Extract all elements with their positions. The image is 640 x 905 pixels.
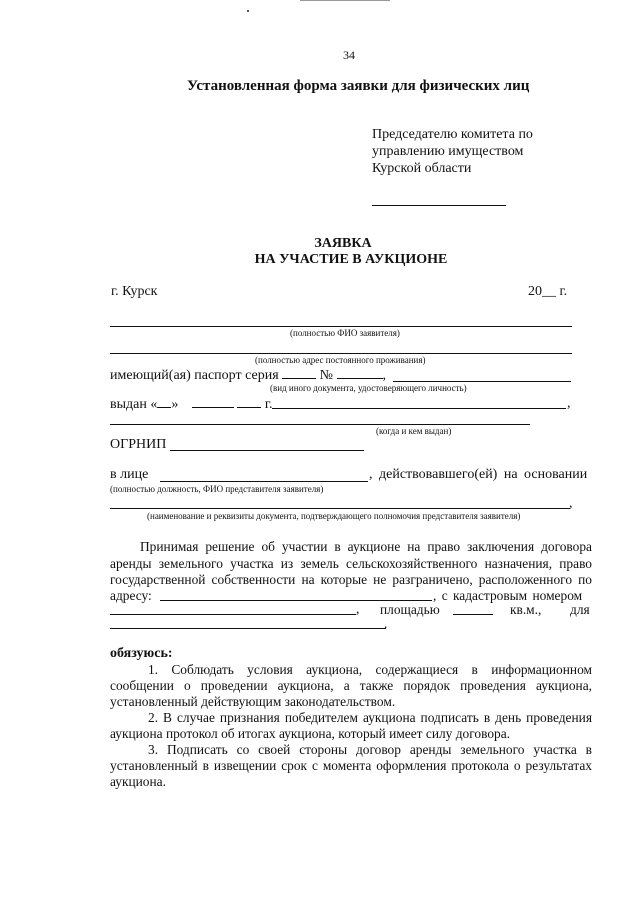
purpose-field[interactable] [110,628,386,629]
area-unit: кв.м., [510,602,542,617]
addressee-line-1: Председателю комитета по [372,127,533,142]
ogrnip-field[interactable] [170,450,364,451]
representative-field[interactable] [160,481,368,482]
obligation-3-line-2 [110,758,592,774]
passport-number-label: № [319,368,334,383]
passport-series-field[interactable] [282,367,316,379]
issued-day-field[interactable] [157,396,171,408]
paragraph-text-1: Принимая решение об участии в аукционе на право заключения договора [140,539,592,554]
issued-close-quote: » [171,397,179,412]
representative-prefix: в лице [110,467,149,482]
obligation-3-line-3: аукциона. [110,774,166,789]
cadastral-comma: , [356,601,360,616]
obligation-3-text-2: установленный в извещении срок с момента оформления протокола о результатах [110,758,592,773]
issued-year-field[interactable] [237,396,261,408]
other-doc-caption: (вид иного документа, удостоверяющего личность) [270,383,467,393]
purpose-period: . [384,616,388,631]
obligation-3-text-1: 3. Подписать со своей стороны договор аренды земельного участка в [148,742,592,757]
year-field[interactable]: 20__ г. [528,284,568,299]
page-number: 34 [343,48,355,62]
representative-caption: (полностью должность, ФИО представителя заявителя) [110,484,324,494]
heading-line-1: ЗАЯВКА [314,236,372,251]
obligation-1-text-1: 1. Соблюдать условия аукциона, содержащиеся в информационном [148,662,592,677]
obligations-title: обязуюсь: [110,646,173,661]
other-doc-field[interactable] [393,381,571,382]
issued-label: выдан « [110,397,158,412]
obligation-2-line-1 [110,710,592,726]
authority-doc-field[interactable] [110,508,570,509]
paragraph-line-3 [110,572,592,588]
area-field[interactable] [453,614,493,615]
cadastral-number-field[interactable] [110,614,356,615]
form-title: Установленная форма заявки для физических лиц [187,78,530,94]
cadastral-label: , с кадастровым номером [433,588,583,603]
addressee-signature-line [372,205,506,206]
when-who-caption: (когда и кем выдан) [376,426,452,436]
area-label: площадью [380,602,440,617]
obligation-2-line-2: аукциона протокол об итогах аукциона, который имеет силу договора. [110,726,510,741]
issued-by-field-2[interactable] [110,424,530,425]
fio-field[interactable] [110,326,572,327]
addressee-line-3: Курской области [372,161,472,176]
passport-row: имеющий(ая) паспорт серия № , [110,368,387,383]
paragraph-text-3: государственной собственности на которые не разграничено, расположенного по [110,572,592,587]
address-field[interactable] [110,353,572,354]
paragraph-line-2 [110,556,592,572]
authority-doc-comma: , [569,496,573,511]
city: г. Курск [111,284,158,299]
issued-year-suffix: г. [264,397,273,412]
obligation-1-line-1 [110,662,592,678]
issued-row [110,396,273,413]
scan-artifact [300,0,390,1]
obligation-2-text-1: 2. В случае признания победителем аукциона подписать в день проведения [148,710,592,725]
issued-comma: , [567,396,571,411]
issued-by-field[interactable] [272,408,566,409]
passport-number-field[interactable] [337,367,383,379]
purpose-label: для [570,602,590,617]
heading-line-2: НА УЧАСТИЕ В АУКЦИОНЕ [254,252,448,267]
fio-caption: (полностью ФИО заявителя) [290,328,400,338]
paragraph-address-label: адресу: [110,588,152,603]
scan-artifact [247,10,249,12]
addressee-line-2: управлению имуществом [372,144,524,159]
ogrnip-label: ОГРНИП [110,437,167,452]
authority-doc-caption: (наименование и реквизиты документа, подтверждающего полномочия представителя заявителя) [147,511,521,521]
representative-suffix: , действовавшего(ей) на основании [369,467,588,482]
obligation-1-line-2 [110,678,592,694]
obligation-1-text-2: сообщении о проведении аукциона, а также порядок проведения аукциона, [110,678,592,693]
obligation-1-line-3: установленный действующим законодательством. [110,694,396,709]
paragraph-text-2: аренды земельного участка из земель сельскохозяйственного назначения, право [110,556,592,571]
plot-address-field[interactable] [160,600,432,601]
issued-month-field[interactable] [192,396,234,408]
obligation-3-line-1 [110,742,592,758]
passport-label: имеющий(ая) паспорт серия [110,368,279,383]
address-caption: (полностью адрес постоянного проживания) [255,355,426,365]
paragraph-line-1 [110,539,592,555]
